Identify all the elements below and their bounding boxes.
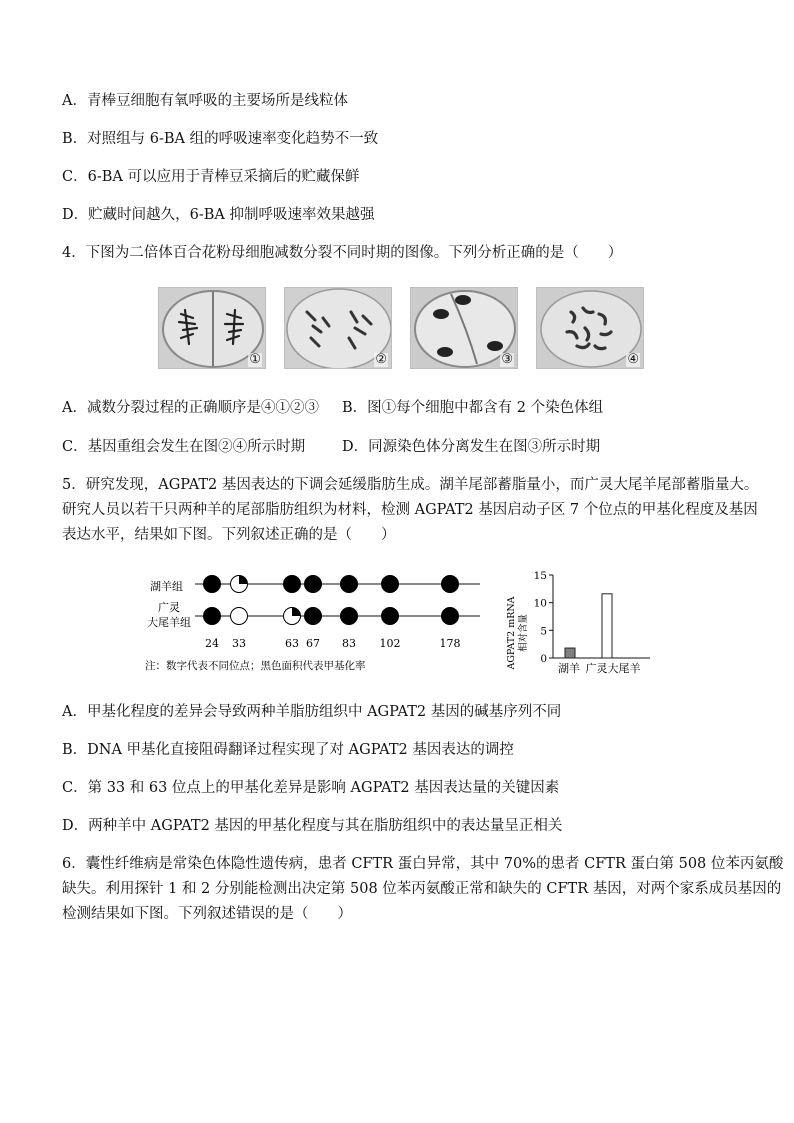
y-tick-label-0: 0: [540, 653, 547, 665]
q4-option-b: B．图①每个细胞中都含有 2 个染色体组: [342, 400, 604, 416]
micrograph-3: [410, 287, 518, 369]
methylation-site-1-83: [341, 576, 358, 593]
methylation-site-2-24: [204, 608, 221, 625]
methylation-site-1-102: [382, 576, 399, 593]
bar-2: [602, 594, 612, 658]
methylation-site-2-67: [305, 608, 322, 625]
y-tick-label-10: 10: [533, 597, 547, 610]
q4-option-c: C．基因重组会发生在图②④所示时期: [62, 439, 306, 455]
methylation-site-1-33: [231, 576, 248, 593]
row2-label-line2: 大尾羊组: [147, 616, 191, 629]
q6-stem-line1: 6．囊性纤维病是常染色体隐性遗传病，患者 CFTR 蛋白异常，其中 70%的患者 CFTR 蛋白第 508 位苯丙氨酸: [62, 856, 784, 872]
micrograph-2: [284, 287, 392, 369]
site-label-67: 67: [306, 637, 320, 650]
y-tick-label-5: 5: [540, 625, 547, 638]
site-label-63: 63: [285, 637, 299, 650]
site-label-83: 83: [342, 637, 356, 650]
agpat2-chart: [505, 565, 665, 680]
y-axis-label-line1: AGPAT2 mRNA: [506, 596, 517, 670]
micrograph-4: [536, 287, 644, 369]
q5-stem-line3: 表达水平，结果如下图。下列叙述正确的是（ ）: [62, 527, 396, 543]
q5-option-d: D．两种羊中 AGPAT2 基因的甲基化程度与其在脂肪组织中的表达量呈正相关: [62, 818, 563, 834]
methylation-site-1-24: [204, 576, 221, 593]
row1-label: 湖羊组: [150, 580, 183, 593]
q3-option-b: B．对照组与 6-BA 组的呼吸速率变化趋势不一致: [62, 131, 379, 147]
q3-option-a: A．青棒豆细胞有氧呼吸的主要场所是线粒体: [62, 93, 348, 109]
methylation-site-2-102: [382, 608, 399, 625]
category-label-1: 湖羊: [558, 662, 580, 675]
methylation-site-1-67: [305, 576, 322, 593]
methylation-site-2-178: [442, 608, 459, 625]
row2-label-line1: 广灵: [158, 601, 180, 614]
q4-option-d: D．同源染色体分离发生在图③所示时期: [342, 439, 601, 455]
site-label-178: 178: [439, 637, 461, 650]
q3-option-c: C．6-BA 可以应用于青棒豆采摘后的贮藏保鲜: [62, 169, 360, 185]
site-label-24: 24: [205, 637, 219, 650]
micrograph-2-label: ②: [375, 352, 387, 367]
methylation-site-2-63: [284, 608, 301, 625]
q3-option-d: D．贮藏时间越久，6-BA 抑制呼吸速率效果越强: [62, 207, 375, 223]
q5-option-a: A．甲基化程度的差异会导致两种羊脂肪组织中 AGPAT2 基因的碱基序列不同: [62, 704, 562, 720]
methylation-site-2-33: [231, 608, 248, 625]
methylation-diagram: [145, 565, 495, 675]
site-label-33: 33: [232, 637, 246, 650]
q4-option-a: A．减数分裂过程的正确顺序是④①②③: [62, 400, 319, 416]
q4-micrograph-row: [158, 287, 644, 369]
q5-option-c: C．第 33 和 63 位点上的甲基化差异是影响 AGPAT2 基因表达量的关键因素: [62, 780, 560, 796]
q4-stem: 4．下图为二倍体百合花粉母细胞减数分裂不同时期的图像。下列分析正确的是（ ）: [62, 245, 623, 261]
q5-stem-line1: 5．研究发现，AGPAT2 基因表达的下调会延缓脂肪生成。湖羊尾部蓄脂量小，而广灵大尾羊尾部蓄脂量大。: [62, 477, 759, 493]
micrograph-1-label: ①: [249, 352, 261, 367]
category-label-2: 广灵大尾羊: [585, 662, 641, 675]
methylation-site-2-83: [341, 608, 358, 625]
q5-stem-line2: 研究人员以若干只两种羊的尾部脂肪组织为材料，检测 AGPAT2 基因启动子区 7 个位点的甲基化程度及基因: [62, 502, 758, 518]
bar-1: [565, 648, 575, 658]
q6-stem-line3: 检测结果如下图。下列叙述错误的是（ ）: [62, 906, 352, 922]
site-label-102: 102: [379, 637, 401, 650]
methylation-figure: [145, 565, 495, 675]
y-axis-label-line2: 相对含量: [518, 613, 529, 653]
agpat2-bar-chart: [505, 565, 665, 680]
q6-stem-line2: 缺失。利用探针 1 和 2 分别能检测出决定第 508 位苯丙氨酸正常和缺失的 CFTR 基因，对两个家系成员基因的: [62, 881, 782, 897]
micrograph-1: [158, 287, 266, 369]
micrograph-3-label: ③: [501, 352, 513, 367]
methylation-site-1-63: [284, 576, 301, 593]
y-tick-label-15: 15: [533, 570, 547, 582]
micrograph-4-label: ④: [627, 352, 639, 367]
methylation-site-1-178: [442, 576, 459, 593]
q5-option-b: B．DNA 甲基化直接阻碍翻译过程实现了对 AGPAT2 基因表达的调控: [62, 742, 514, 758]
methylation-note: 注：数字代表不同位点；黑色面积代表甲基化率: [145, 660, 366, 672]
